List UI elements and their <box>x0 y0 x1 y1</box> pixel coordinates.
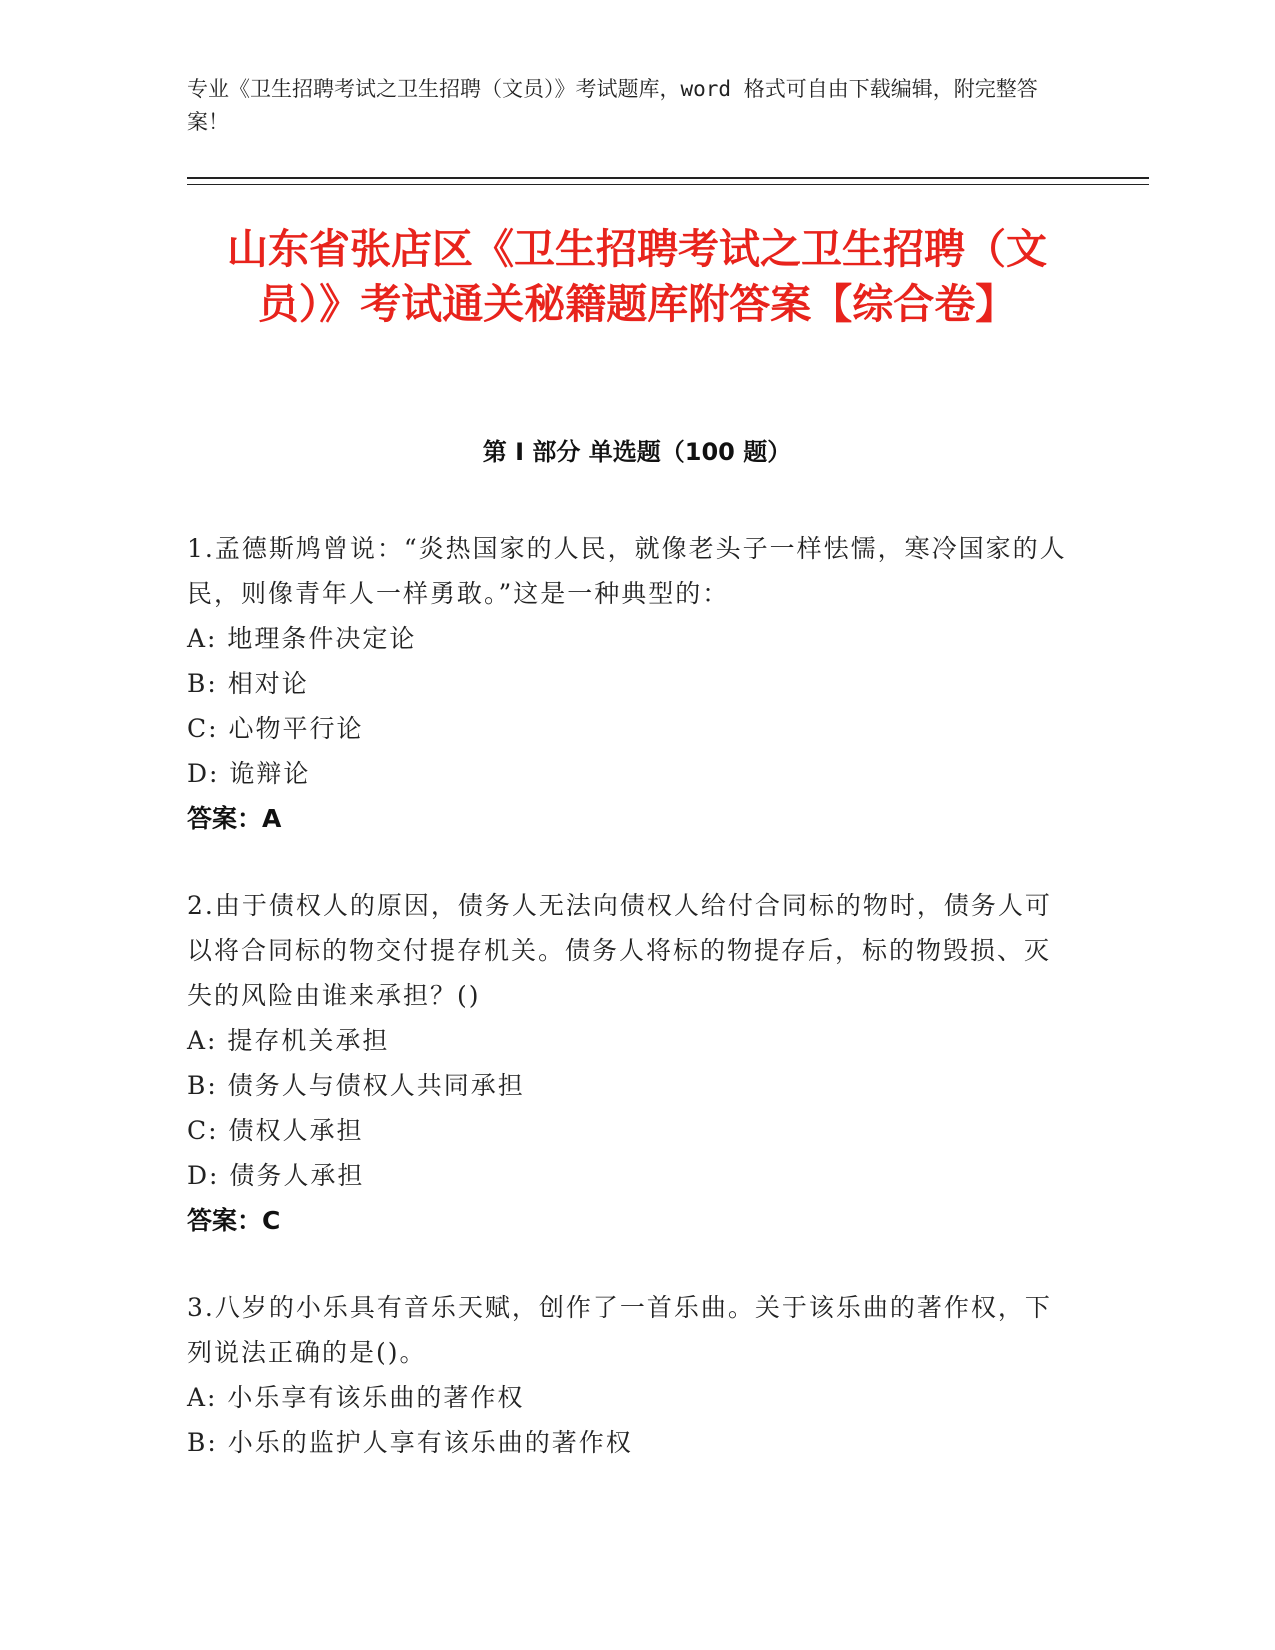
answer: 答案：A <box>187 804 282 833</box>
option-a: A: 地理条件决定论 <box>187 624 417 653</box>
option-b: B: 相对论 <box>187 669 309 698</box>
option-c: C: 债权人承担 <box>187 1116 364 1145</box>
question-3 <box>187 1285 1077 1465</box>
question-list <box>187 526 1077 1507</box>
option-b: B: 债务人与债权人共同承担 <box>187 1071 525 1100</box>
question-stem: 1.孟德斯鸠曾说：“炎热国家的人民，就像老头子一样怯懦，寒冷国家的人民，则像青年人一样勇敢。”这是一种典型的： <box>187 534 1067 608</box>
option-a: A: 提存机关承担 <box>187 1026 390 1055</box>
answer: 答案：C <box>187 1206 281 1235</box>
header-divider-thin <box>187 184 1149 185</box>
question-1 <box>187 526 1077 841</box>
option-d: D: 诡辩论 <box>187 759 311 788</box>
document-title: 山东省张店区《卫生招聘考试之卫生招聘（文员）》考试通关秘籍题库附答案【综合卷】 <box>227 225 1047 328</box>
header-divider-thick <box>187 177 1149 179</box>
option-b: B: 小乐的监护人享有该乐曲的著作权 <box>187 1428 633 1457</box>
section-title: 第 I 部分 单选题（100 题） <box>482 438 792 466</box>
question-stem: 3.八岁的小乐具有音乐天赋，创作了一首乐曲。关于该乐曲的著作权，下列说法正确的是()。 <box>187 1293 1052 1367</box>
question-2 <box>187 883 1077 1243</box>
option-a: A: 小乐享有该乐曲的著作权 <box>187 1383 525 1412</box>
option-c: C: 心物平行论 <box>187 714 364 743</box>
question-stem: 2.由于债权人的原因，债务人无法向债权人给付合同标的物时，债务人可以将合同标的物交付提存机关。债务人将标的物提存后，标的物毁损、灭失的风险由谁来承担？() <box>187 891 1052 1010</box>
header-note: 专业《卫生招聘考试之卫生招聘（文员）》考试题库，word 格式可自由下载编辑，附完整答案！ <box>187 77 1038 134</box>
option-d: D: 债务人承担 <box>187 1161 365 1190</box>
